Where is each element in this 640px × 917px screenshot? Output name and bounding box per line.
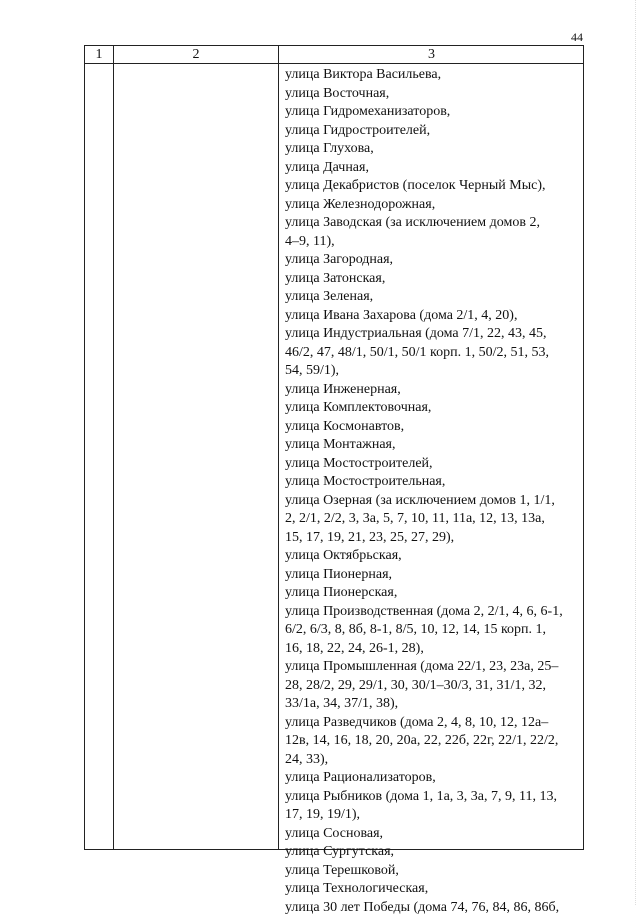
street-line: улица Декабристов (поселок Черный Мыс),: [285, 177, 580, 196]
address-table: [84, 45, 584, 850]
street-line: улица Рыбников (дома 1, 1а, 3, 3а, 7, 9, 11, 13,: [285, 788, 580, 807]
street-line: улица Озерная (за исключением домов 1, 1/1,: [285, 492, 580, 511]
street-line: улица Производственная (дома 2, 2/1, 4, 6, 6-1,: [285, 603, 580, 622]
header-cell-2: 2: [114, 46, 278, 63]
street-line: улица Затонская,: [285, 270, 580, 289]
street-line: 54, 59/1),: [285, 362, 580, 381]
street-line: улица Терешковой,: [285, 862, 580, 881]
street-line: улица Зеленая,: [285, 288, 580, 307]
street-line: улица Разведчиков (дома 2, 4, 8, 10, 12, 12а–: [285, 714, 580, 733]
street-line: улица Сосновая,: [285, 825, 580, 844]
street-line: 28, 28/2, 29, 29/1, 30, 30/1–30/3, 31, 31/1, 32,: [285, 677, 580, 696]
street-line: 46/2, 47, 48/1, 50/1, 50/1 корп. 1, 50/2, 51, 53,: [285, 344, 580, 363]
table-header-row: [85, 46, 583, 64]
street-line: улица Мостостроительная,: [285, 473, 580, 492]
street-line: улица 30 лет Победы (дома 74, 76, 84, 86, 86б,: [285, 899, 580, 917]
street-line: 4–9, 11),: [285, 233, 580, 252]
header-cell-1: 1: [85, 46, 113, 63]
street-line: улица Заводская (за исключением домов 2,: [285, 214, 580, 233]
street-line: улица Технологическая,: [285, 880, 580, 899]
street-line: 33/1а, 34, 37/1, 38),: [285, 695, 580, 714]
column-divider-1: [113, 46, 114, 849]
street-line: 2, 2/1, 2/2, 3, 3а, 5, 7, 10, 11, 11а, 12, 13, 13а,: [285, 510, 580, 529]
street-line: улица Загородная,: [285, 251, 580, 270]
street-line: улица Виктора Васильева,: [285, 66, 580, 85]
street-line: улица Гидростроителей,: [285, 122, 580, 141]
street-line: улица Космонавтов,: [285, 418, 580, 437]
street-line: улица Пионерская,: [285, 584, 580, 603]
header-cell-3: 3: [279, 46, 584, 63]
street-line: улица Рационализаторов,: [285, 769, 580, 788]
street-line: 6/2, 6/3, 8, 8б, 8-1, 8/5, 10, 12, 14, 15 корп. 1,: [285, 621, 580, 640]
street-line: улица Комплектовочная,: [285, 399, 580, 418]
street-line: улица Железнодорожная,: [285, 196, 580, 215]
street-line: улица Инженерная,: [285, 381, 580, 400]
scan-edge-noise: [633, 0, 636, 905]
street-line: 15, 17, 19, 21, 23, 25, 27, 29),: [285, 529, 580, 548]
street-line: улица Сургутская,: [285, 843, 580, 862]
street-line: 17, 19, 19/1),: [285, 806, 580, 825]
street-line: улица Дачная,: [285, 159, 580, 178]
street-line: улица Ивана Захарова (дома 2/1, 4, 20),: [285, 307, 580, 326]
street-line: 24, 33),: [285, 751, 580, 770]
street-line: 12в, 14, 16, 18, 20, 20а, 22, 22б, 22г, 22/1, 22/2,: [285, 732, 580, 751]
street-line: улица Пионерная,: [285, 566, 580, 585]
street-line: улица Октябрьская,: [285, 547, 580, 566]
street-line: улица Глухова,: [285, 140, 580, 159]
street-line: улица Монтажная,: [285, 436, 580, 455]
street-line: улица Индустриальная (дома 7/1, 22, 43, 45,: [285, 325, 580, 344]
street-line: улица Гидромеханизаторов,: [285, 103, 580, 122]
page-number: 44: [571, 30, 583, 45]
street-line: улица Мостостроителей,: [285, 455, 580, 474]
street-line: 16, 18, 22, 24, 26-1, 28),: [285, 640, 580, 659]
column-divider-2: [278, 46, 279, 849]
street-line: улица Восточная,: [285, 85, 580, 104]
street-line: улица Промышленная (дома 22/1, 23, 23а, 25–: [285, 658, 580, 677]
street-list: [285, 66, 580, 917]
